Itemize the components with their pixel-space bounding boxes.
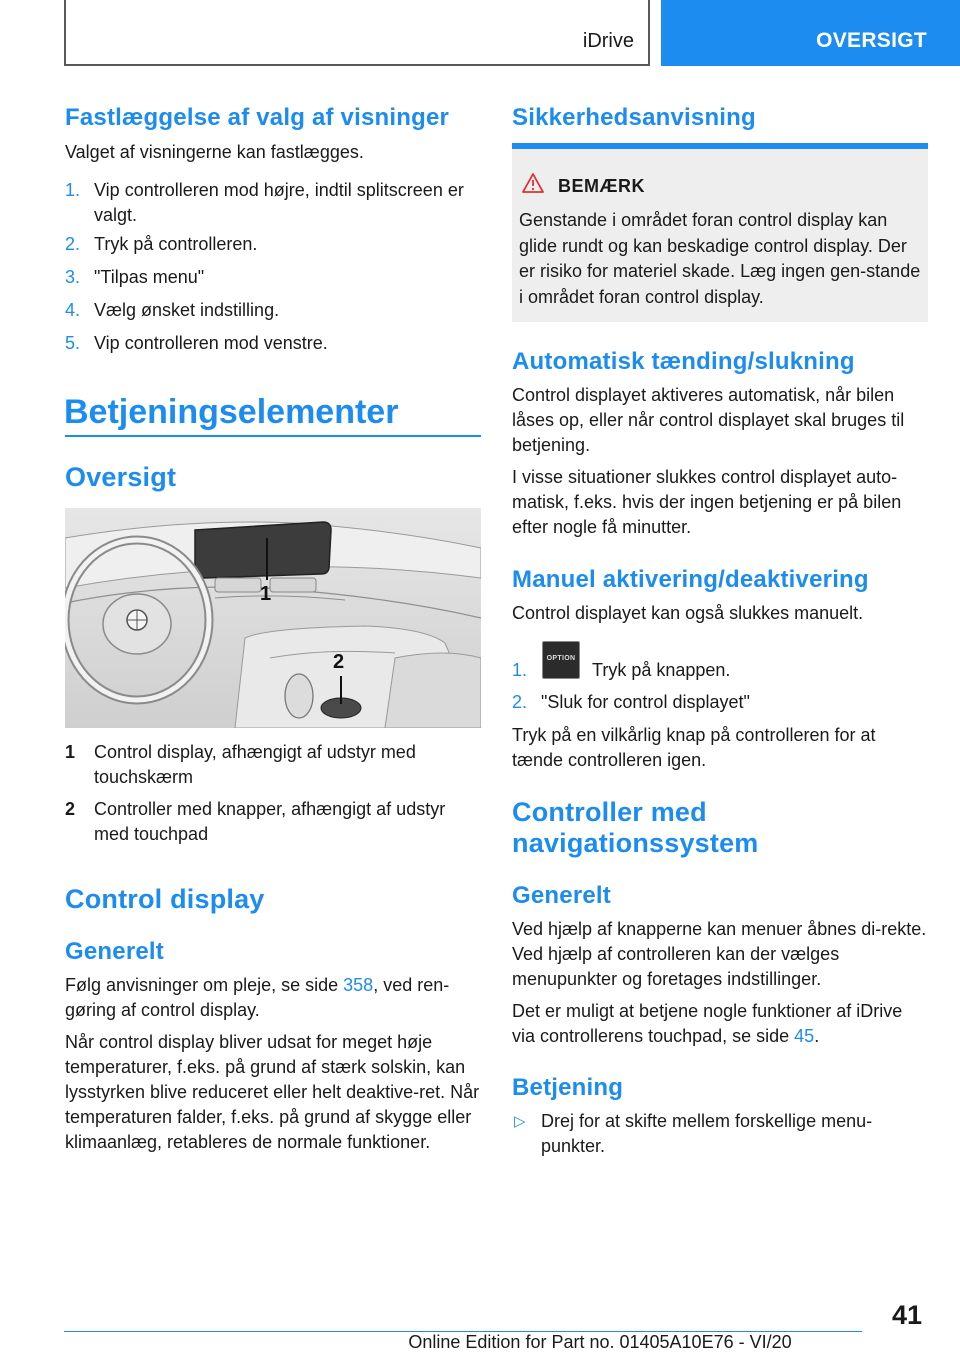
heading-manuel: Manuel aktivering/deaktivering: [512, 566, 869, 593]
list-number: 4.: [65, 300, 81, 320]
list-text: Tryk på knappen.: [592, 660, 731, 680]
cockpit-drawing: [65, 508, 481, 728]
list-text: "Tilpas menu": [94, 267, 205, 287]
legend-number: 1: [65, 742, 76, 762]
paragraph-manuel-2: Tryk på en vilkårlig knap på controlleren for at tænde controlleren igen.: [512, 725, 876, 770]
list-text: "Sluk for control displayet": [541, 692, 750, 712]
list-number: 5.: [65, 333, 81, 353]
legend-item: [65, 797, 481, 847]
heading-fastlaeggelse: Fastlæggelse af valg af visninger: [65, 104, 450, 131]
legend-text: Controller med knapper, afhængigt af udstyr med touchpad: [94, 799, 446, 844]
bullet-triangle-icon: ▷: [514, 1113, 526, 1130]
heading-sikkerhedsanvisning: Sikkerhedsanvisning: [512, 104, 756, 131]
paragraph-ctrl-1: Ved hjælp af knapperne kan menuer åbnes di-rekte. Ved hjælp af controlleren kan der vælges menupunkter og foretages indstillinger.: [512, 919, 927, 989]
list-item: [65, 232, 481, 257]
list-text: Vælg ønsket indstilling.: [94, 300, 280, 320]
list-text: Vip controlleren mod højre, indtil splitscreen er valgt.: [94, 180, 464, 225]
list-number: 2.: [65, 234, 81, 254]
text: .: [814, 1026, 820, 1046]
list-number: 1.: [65, 180, 81, 200]
callout-2: 2: [333, 651, 345, 673]
heading-betjening: Betjening: [512, 1074, 624, 1101]
text: Følg anvisninger om pleje, se side: [65, 975, 344, 995]
heading-automatisk: Automatisk tænding/slukning: [512, 348, 855, 375]
header-chapter-box: [661, 0, 960, 66]
cockpit-illustration: [65, 508, 481, 728]
list-number: 2.: [512, 692, 528, 712]
paragraph-manuel: Control displayet kan også slukkes manuelt.: [512, 603, 864, 623]
list-item: [512, 690, 928, 715]
bullet-text: Drej for at skifte mellem forskellige menu-punkter.: [541, 1111, 873, 1156]
page-link-45[interactable]: 45: [794, 1026, 815, 1046]
heading-rule: [65, 435, 481, 437]
heading-oversigt: Oversigt: [65, 462, 177, 492]
heading-betjeningselementer: Betjeningselementer: [64, 393, 399, 431]
header-section-box: [64, 0, 650, 66]
paragraph-ctrl-2: [512, 999, 928, 1049]
list-item: [65, 298, 481, 323]
notice-title: BEMÆRK: [558, 176, 645, 196]
legend-text: Control display, afhængigt af udstyr med touchskærm: [94, 742, 416, 787]
paragraph-auto-2: I visse situationer slukkes control displayet auto-matisk, f.eks. hvis der ingen betjening er på bilen efter nogle få minutter.: [512, 467, 902, 537]
heading-control-display: Control display: [65, 884, 265, 914]
text: , ved ren-gøring af control display.: [65, 975, 450, 1020]
option-button-icon: [542, 641, 580, 679]
footer-edition: Online Edition for Part no. 01405A10E76 - VI/20: [408, 1332, 792, 1352]
notice-box: [512, 143, 928, 322]
text: Det er muligt at betjene nogle funktioner af iDrive via controllerens touchpad, se side: [512, 1001, 903, 1046]
option-button-label: OPTION: [546, 655, 576, 662]
list-text: Tryk på controlleren.: [94, 234, 258, 254]
heading-controller: Controller med navigationssystem: [512, 797, 759, 858]
paragraph-fastlaeggelse: Valget af visningerne kan fastlægges.: [65, 142, 364, 162]
notice-body: Genstande i området foran control display kan glide rundt og kan beskadige control display. Der er risiko for materiel skade. Læg ingen gen-stande i området foran control display.: [519, 210, 921, 307]
list-item: [65, 178, 481, 228]
list-number: 1.: [512, 660, 528, 680]
chapter-tab[interactable]: OVERSIGT: [816, 29, 927, 52]
paragraph-generelt-1: [65, 973, 481, 1023]
list-number: 3.: [65, 267, 81, 287]
heading-generelt-2: Generelt: [512, 882, 611, 909]
paragraph-auto-1: Control displayet aktiveres automatisk, når bilen låses op, eller når control displayet skal bruges til betjening.: [512, 385, 905, 455]
legend-item: [65, 740, 481, 790]
section-tab[interactable]: iDrive: [582, 30, 634, 52]
heading-generelt: Generelt: [65, 938, 164, 965]
callout-1: 1: [260, 583, 272, 605]
page-number: 41: [891, 1300, 922, 1330]
list-item: [65, 265, 481, 290]
warning-icon: [522, 173, 544, 193]
paragraph-generelt-2: Når control display bliver udsat for meget høje temperaturer, f.eks. på grund af stærk solskin, kan lysstyrken blive reduceret eller helt deaktive-ret. Når temperaturen falder, f.eks. på grund af skygge eller klimaanlæg, retableres de normale funktioner.: [65, 1032, 480, 1152]
list-text: Vip controlleren mod venstre.: [94, 333, 328, 353]
page-link-358[interactable]: 358: [343, 975, 374, 995]
list-item: [65, 331, 481, 356]
legend-number: 2: [65, 799, 76, 819]
